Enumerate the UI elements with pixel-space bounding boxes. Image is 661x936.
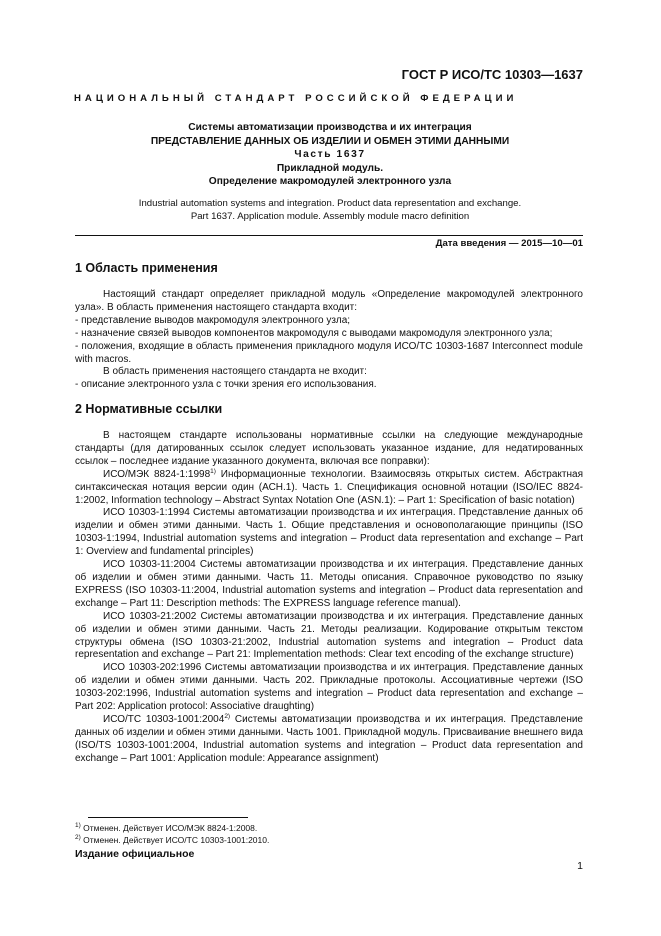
reference-item: ИСО 10303-21:2002 Системы автоматизации производства и их интеграция. Представление данных об изделии и обмен этими данными. Часть 21. Методы реализации. Кодирование открытым текстом структуры обмена (ISO 10303-21:2002, Industrial automation systems and integration – Product data representation and exchange – Part 21: Implementation methods: Clear text encoding of the exchange structure) (75, 610, 583, 661)
section-1-heading: 1 Область применения (75, 261, 218, 275)
national-standard-banner: НАЦИОНАЛЬНЫЙ СТАНДАРТ РОССИЙСКОЙ ФЕДЕРАЦИИ (74, 93, 518, 104)
footnote-text: Отменен. Действует ИСО/ТС 10303-1001:2010. (80, 835, 270, 845)
section-2-intro: В настоящем стандарте использованы нормативные ссылки на следующие международные стандарты (для датированных ссылок следует использовать указанное издание, для недатированных ссылок – последнее издание указанного документа, включая все поправки): (75, 430, 583, 467)
reference-item: ИСО 10303-202:1996 Системы автоматизации производства и их интеграция. Представление данных об изделии и обмен этими данными. Часть 202. Прикладные протоколы. Ассоциативные чертежи (ISO 10303-202:1996, Industrial automation systems and integration – Product data representation and exchange – Part 202: Application protocol: Associative draughting) (75, 662, 583, 713)
reference-item: ИСО 10303-11:2004 Системы автоматизации производства и их интеграция. Представление данных об изделии и обмен этими данными. Часть 11. Методы описания. Справочное руководство по языку EXPRESS (ISO 10303-11:2004, Industrial automation systems and integration – Product data representation and exchange – Part 11: Description methods: The EXPRESS language reference manual). (75, 559, 583, 609)
list-item: - назначение связей выводов компонентов макромодуля с выводами макромодуля электронного узла; (75, 327, 553, 339)
reference-text: Информационные технологии. Взаимосвязь открытых систем. Абстрактная синтаксическая нотация версии один (АСН.1). Часть 1. Спецификация основной нотации (ISO/IEC 8824-1:2002, Information technology – Abstract Syntax Notation One (ASN.1): – Part 1: Specification of basic notation) (75, 468, 583, 506)
footnote-divider (88, 817, 248, 818)
english-title-block (60, 197, 600, 223)
title-line-5: Определение макромодулей электронного узла (208, 176, 452, 188)
title-block (60, 121, 600, 189)
section-1-body (75, 289, 583, 392)
reference-text: Системы автоматизации производства и их интеграция. Представление данных об изделии и обмен этими данными. Часть 1001. Прикладной модуль. Присваивание внешнего вида (ISO/TS 10303-1001:2004, Industrial automation systems and integration – Product data representation and exchange – Part 1001: Application module: Appearance assignment) (75, 713, 583, 764)
list-item: - представление выводов макромодуля электронного узла; (75, 314, 351, 326)
official-edition-label: Издание официальное (75, 848, 195, 860)
footnote-1 (75, 823, 257, 834)
reference-item: ИСО 10303-1:1994 Системы автоматизации производства и их интеграция. Представление данных об изделии и обмен этими данными. Часть 1. Общие представления и основополагающие принципы (ISO 10303-1:1994, Industrial automation systems and integration – Product data representation and exchange – Part 1: Overview and fundamental principles) (75, 507, 583, 558)
footnote-mark: 2) (224, 712, 231, 720)
title-line-2: ПРЕДСТАВЛЕНИЕ ДАННЫХ ОБ ИЗДЕЛИИ И ОБМЕН ЭТИМИ ДАННЫМИ (150, 135, 510, 147)
date-of-introduction: Дата введения — 2015—10—01 (75, 235, 583, 249)
page-number: 1 (577, 860, 583, 872)
reference-item (75, 714, 583, 766)
section-1-paragraph: Настоящий стандарт определяет прикладной модуль «Определение макромодулей электронного узла». В область применения настоящего стандарта входит: (75, 289, 583, 313)
reference-code: ИСО/МЭК 8824-1:1998 (103, 468, 211, 480)
title-line-4: Прикладной модуль. (276, 162, 384, 174)
list-item: - описание электронного узла с точки зрения его использования. (75, 379, 377, 391)
footnote-mark: 1) (75, 822, 81, 829)
footnote-2 (75, 835, 269, 846)
footnote-mark: 1) (210, 467, 216, 475)
title-part: Часть 1637 (294, 149, 366, 161)
standard-code: ГОСТ Р ИСО/ТС 10303—1637 (401, 67, 583, 82)
title-line-1: Системы автоматизации производства и их интеграция (188, 122, 472, 133)
list-item: - положения, входящие в область применения прикладного модуля ИСО/ТС 10303-1687 Interconnect module with macros. (75, 340, 583, 365)
section-1-paragraph: В область применения настоящего стандарта не входит: (103, 366, 367, 378)
footnote-mark: 2) (75, 834, 81, 841)
section-2-heading: 2 Нормативные ссылки (75, 402, 223, 416)
section-2-body (75, 430, 583, 766)
reference-item (75, 469, 583, 508)
footnote-text: Отменен. Действует ИСО/МЭК 8824-1:2008. (80, 823, 258, 833)
reference-code: ИСО/ТС 10303-1001:2004 (103, 713, 225, 725)
english-title-line-1: Industrial automation systems and integration. Product data representation and exchange. (138, 198, 522, 209)
english-title-line-2: Part 1637. Application module. Assembly module macro definition (190, 211, 470, 222)
